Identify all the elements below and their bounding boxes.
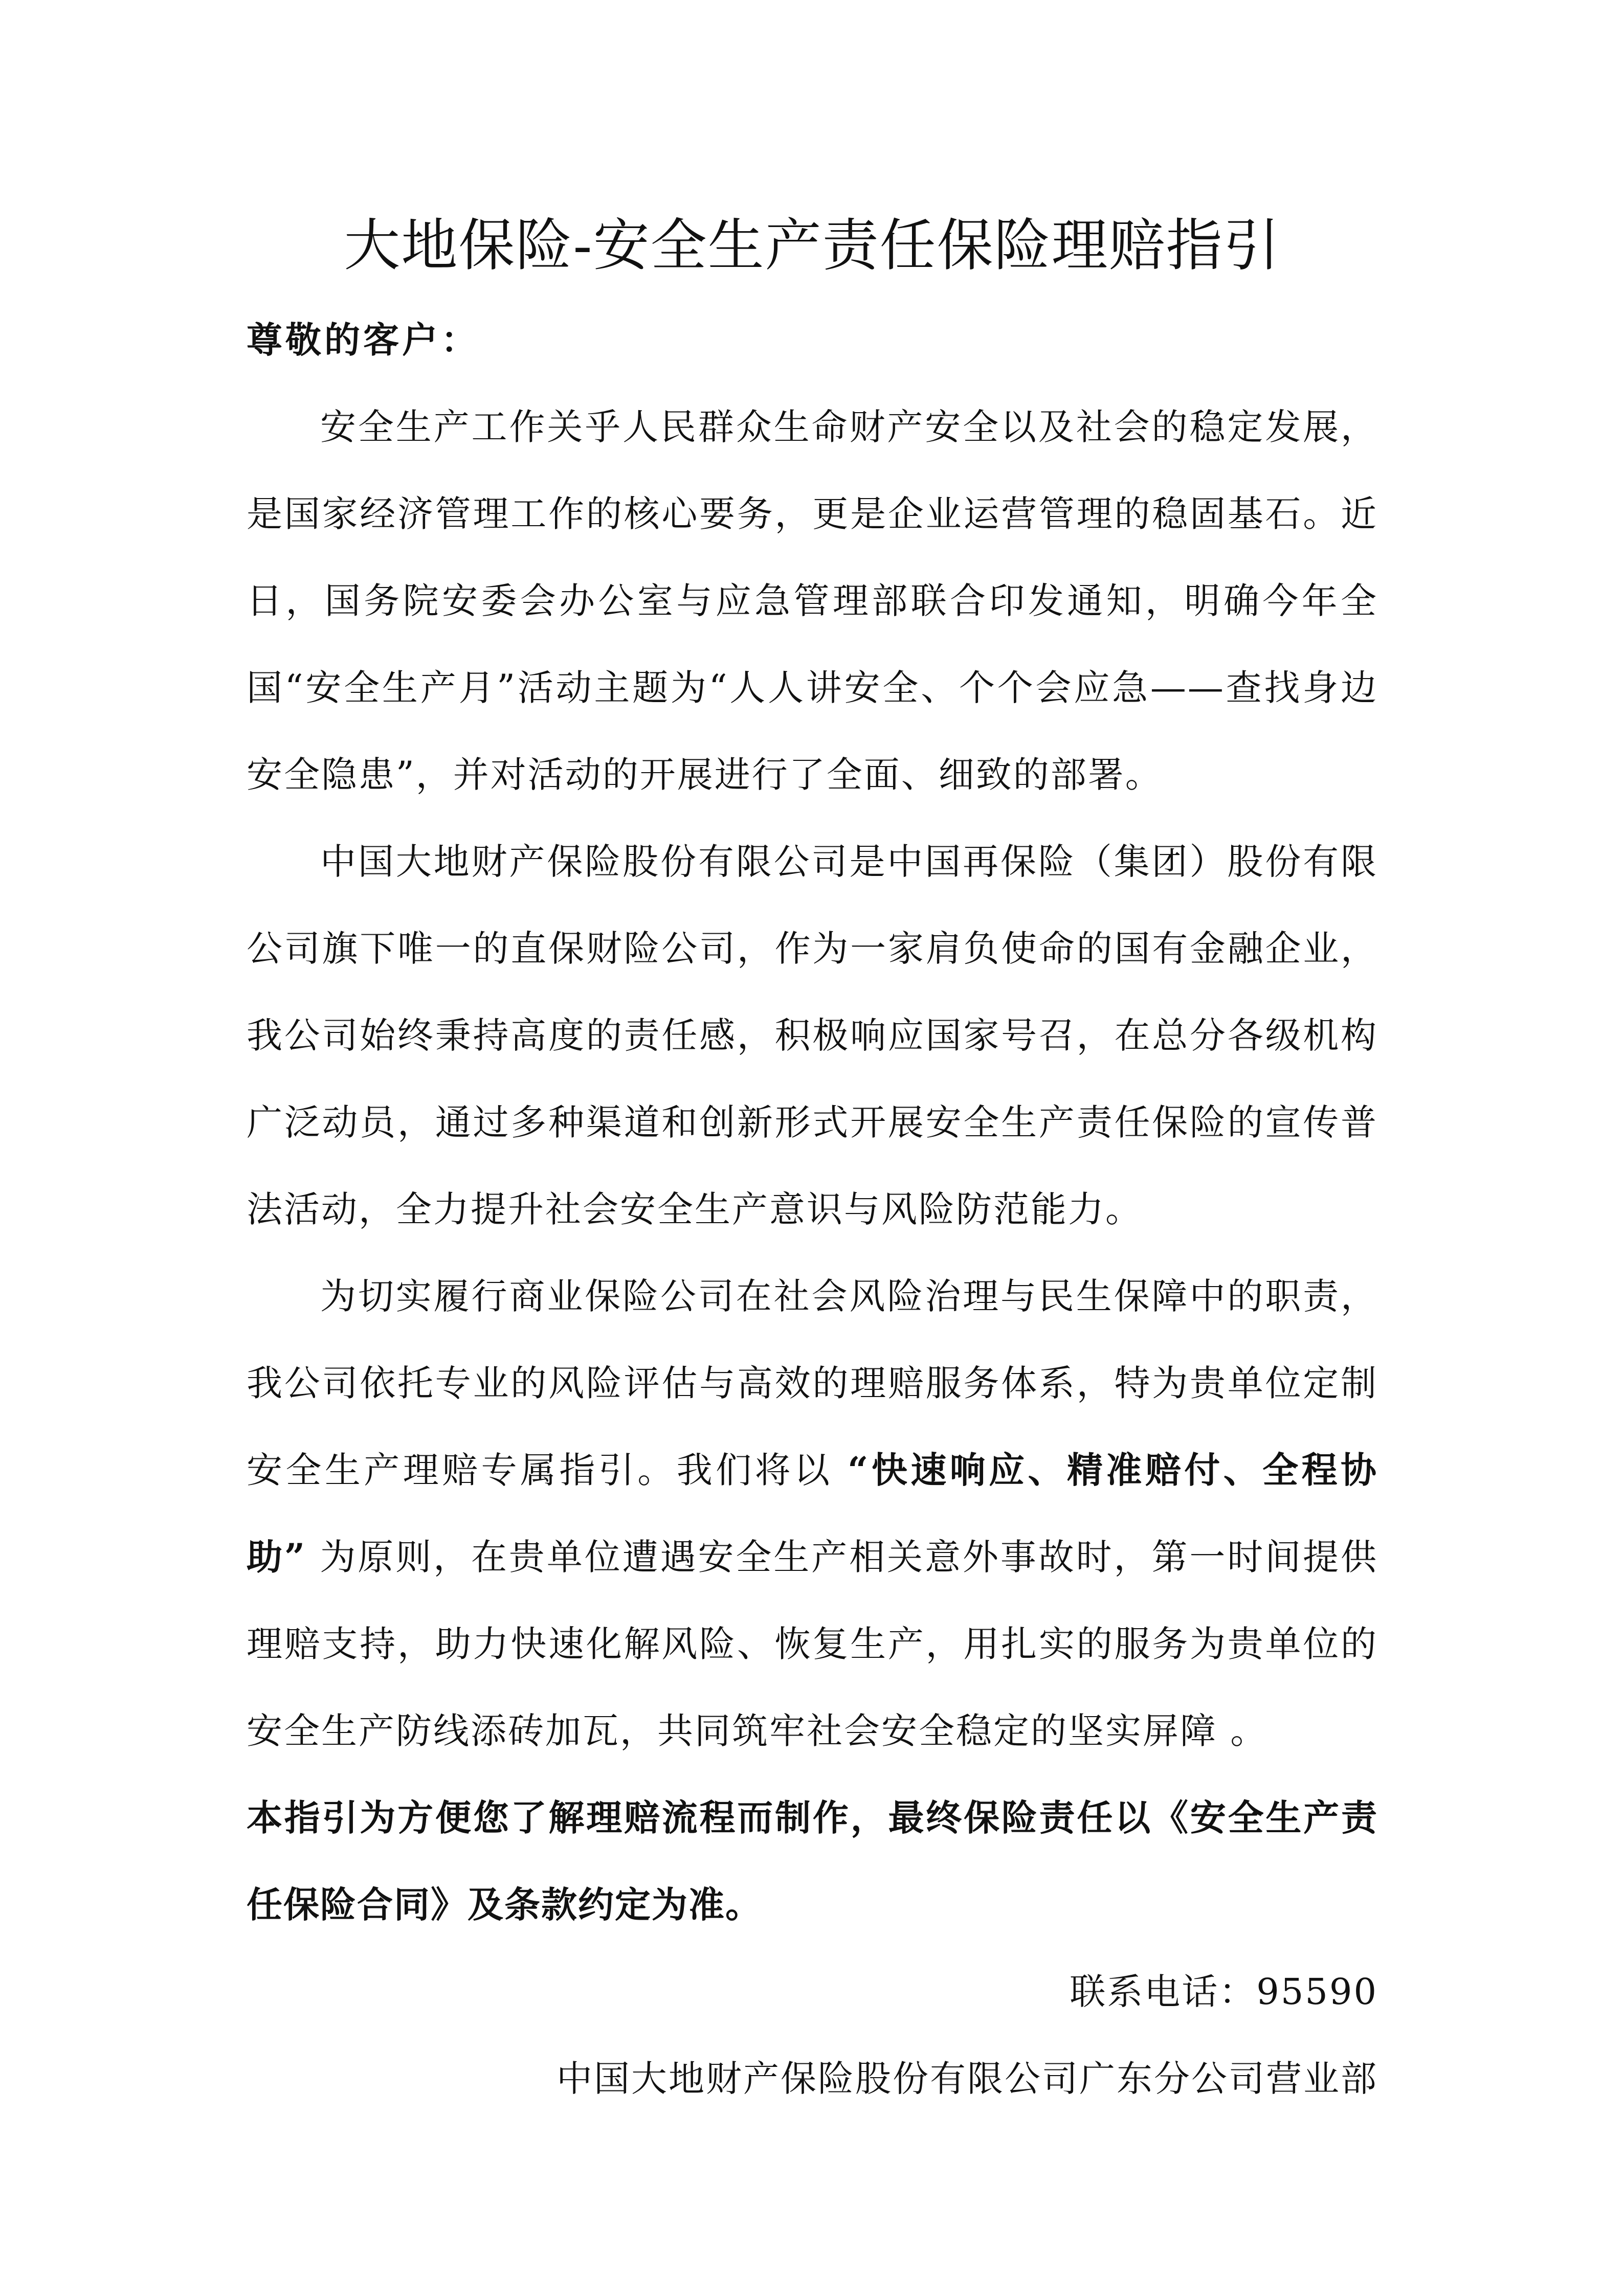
paragraph-company-intro: 中国大地财产保险股份有限公司是中国再保险（集团）股份有限公司旗下唯一的直保财险公司，作为一家肩负使命的国有金融企业，我公司始终秉持高度的责任感，积极响应国家号召，在总分各级机构广泛动员，通过多种渠道和创新形式开展安全生产责任保险的宣传普法活动，全力提升社会安全生产意识与风险防范能力。 xyxy=(247,841,1378,1230)
issuer-signature: 中国大地财产保险股份有限公司广东分公司营业部 xyxy=(557,2058,1378,2100)
salutation: 尊敬的客户： xyxy=(247,319,480,361)
document-body xyxy=(247,194,1378,2122)
contact-phone: 联系电话：95590 xyxy=(1070,1971,1378,2013)
document-title: 大地保险-安全生产责任保险理赔指引 xyxy=(344,213,1281,278)
disclaimer-notice: 本指引为方便您了解理赔流程而制作，最终保险责任以《安全生产责任保险合同》及条款约定为准。 xyxy=(247,1796,1378,1926)
claims-service-text-after: 为原则，在贵单位遭遇安全生产相关意外事故时，第一时间提供理赔支持，助力快速化解风险、恢复生产，用扎实的服务为贵单位的安全生产防线添砖加瓦，共同筑牢社会安全稳定的坚实屏障 。 xyxy=(247,1536,1378,1752)
paragraph-safety-month: 安全生产工作关乎人民群众生命财产安全以及社会的稳定发展，是国家经济管理工作的核心要务，更是企业运营管理的稳固基石。近日，国务院安委会办公室与应急管理部联合印发通知，明确今年全国“安全生产月”活动主题为“人人讲安全、个个会应急——查找身边安全隐患”，并对活动的开展进行了全面、细致的部署。 xyxy=(247,406,1378,796)
paragraph-claims-service xyxy=(247,1253,1378,1774)
claims-service-text-before: 为切实履行商业保险公司在社会风险治理与民生保障中的职责，我公司依托专业的风险评估与高效的理赔服务体系，特为贵单位定制安全生产理赔专属指引。我们将以 xyxy=(247,1275,1378,1491)
service-principle-emphasis: “快速响应、精准赔付、全程协助” xyxy=(247,1449,1378,1578)
